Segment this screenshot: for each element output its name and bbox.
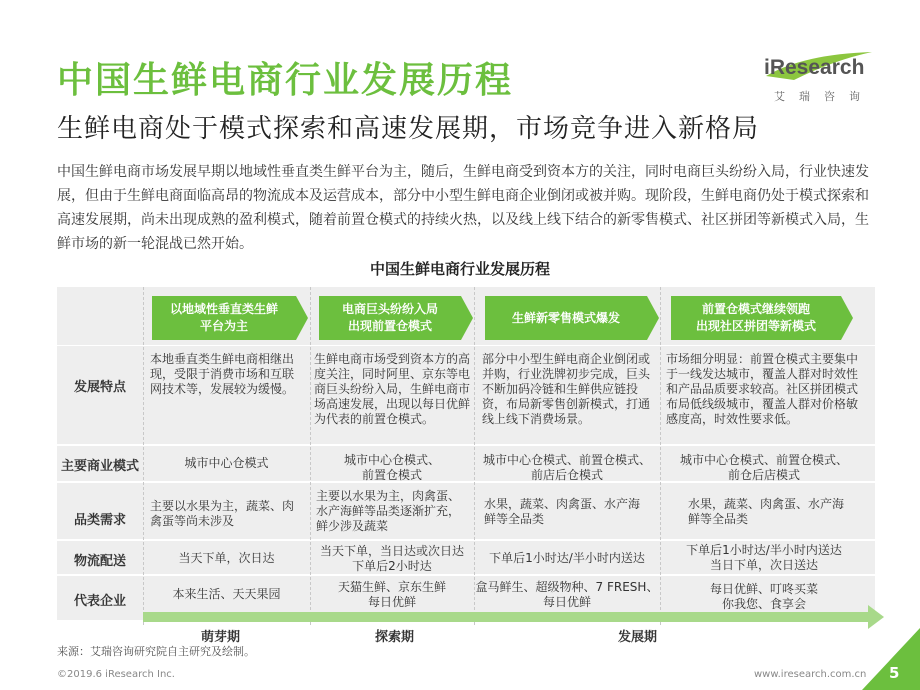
iresearch-logo — [764, 50, 874, 106]
logistics-cell-1 — [143, 551, 310, 566]
business-model-cell-2-line1: 城市中心仓模式、 — [343, 453, 440, 467]
stage-arrow-4 — [841, 296, 853, 340]
business-model-cell-4-line1: 城市中心仓模式、前置仓模式、 — [679, 453, 848, 467]
logo-wordmark: iResearch — [764, 56, 865, 79]
business-model-cell-2 — [310, 453, 474, 483]
row-label-development: 发展特点 — [73, 380, 126, 395]
companies-cell-2-line2: 每日优鲜 — [367, 595, 416, 609]
category-cell-4: 水果，蔬菜、肉禽蛋、水产海鲜等全品类 — [688, 497, 845, 526]
stage-box-4-line1: 前置仓模式继续领跑 — [701, 302, 810, 316]
companies-cell-2-line1: 天猫生鲜、京东生鲜 — [337, 580, 446, 594]
business-model-cell-4 — [660, 453, 868, 483]
development-cell-3: 部分中小型生鲜电商企业倒闭或并购，行业洗牌初步完成，巨头不断加码冷链和生鲜供应链投资，布局新零售创新模式，打通线上线下消费场景。 — [482, 352, 651, 426]
logistics-cell-2-line2: 下单后2小时达 — [352, 559, 432, 573]
copyright: ©2019.6 iResearch Inc. — [57, 669, 175, 680]
stage-box-2 — [319, 296, 461, 340]
logistics-cell-2 — [310, 544, 474, 574]
logistics-cell-2-line1: 当天下单，当日达或次日达 — [319, 544, 464, 558]
stage-box-2-line1: 电商巨头纷纷入局 — [341, 302, 438, 316]
stage-box-2-line2: 出现前置仓模式 — [347, 319, 432, 333]
category-cell-1: 主要以水果为主，蔬菜、肉禽蛋等尚未涉及 — [150, 499, 295, 528]
business-model-cell-3 — [474, 453, 660, 483]
website-link[interactable]: www.iresearch.com.cn — [754, 669, 867, 680]
business-model-cell-3-line1: 城市中心仓模式、前置仓模式、 — [482, 453, 651, 467]
category-cell-2: 主要以水果为主，肉禽蛋、水产海鲜等品类逐渐扩充，鲜少涉及蔬菜 — [316, 489, 461, 533]
logistics-cell-4 — [660, 543, 868, 573]
category-cell-3: 水果，蔬菜、肉禽蛋、水产海鲜等全品类 — [484, 497, 641, 526]
stage-box-3 — [485, 296, 647, 340]
timeline-arrowhead — [868, 605, 884, 629]
logistics-cell-3 — [474, 551, 660, 566]
row-label-business-model: 主要商业模式 — [60, 459, 139, 474]
development-cell-1: 本地垂直类生鲜电商相继出现，受限于消费市场和互联网技术等，发展较为缓慢。 — [150, 352, 295, 396]
timeline-title: 中国生鲜电商行业发展历程 — [369, 260, 550, 278]
logo-chinese-name: 艾瑞咨询 — [774, 90, 874, 103]
stage-box-4 — [671, 296, 841, 340]
development-cell-4: 市场细分明显：前置仓模式主要集中于一线发达城市，覆盖人群对时效性和产品品质要求较高。社区拼团模式布局低线级城市，覆盖人群对价格敏感度高，时效性要求低。 — [666, 352, 859, 426]
business-model-cell-1 — [143, 456, 310, 471]
companies-cell-4 — [660, 582, 868, 612]
business-model-cell-4-line2: 前仓后店模式 — [727, 468, 800, 482]
stage-box-4-line2: 出现社区拼团等新模式 — [695, 319, 816, 333]
companies-cell-2 — [310, 580, 474, 610]
logistics-cell-3-line1: 下单后1小时达/半小时内送达 — [489, 551, 645, 565]
logistics-cell-4-line2: 当日下单，次日送达 — [709, 558, 818, 572]
row-label-logistics: 物流配送 — [73, 554, 126, 569]
companies-cell-1-line1: 本来生活、天天果园 — [172, 587, 281, 601]
stage-box-1 — [152, 296, 296, 340]
companies-cell-1 — [143, 587, 310, 602]
page-number: 5 — [889, 664, 900, 682]
page-title: 中国生鲜电商行业发展历程 — [57, 60, 514, 101]
row-label-companies: 代表企业 — [73, 594, 126, 609]
intro-paragraph: 中国生鲜电商市场发展早期以地域性垂直类生鲜平台为主，随后，生鲜电商受到资本方的关注，同时电商巨头纷纷入局，行业快速发展，但由于生鲜电商面临高昂的物流成本及运营成本，部分中小型生鲜电商企业倒闭或被并购。现阶段，生鲜电商仍处于模式探索和高速发展期，尚未出现成熟的盈利模式，随着前置仓模式的持续火热，以及线上线下结合的新零售模式、社区拼团等新模式入局，生鲜市场的新一轮混战已然开始。 — [57, 164, 869, 252]
companies-cell-4-line2: 你我您、食享会 — [721, 597, 806, 611]
phase-label-develop: 发展期 — [618, 630, 658, 645]
source-note: 来源：艾瑞咨询研究院自主研究及绘制。 — [57, 645, 255, 658]
timeline-arrow — [143, 612, 870, 622]
companies-cell-3-line1: 盒马鲜生、超级物种、7 FRESH、 — [475, 580, 659, 594]
logistics-cell-1-line1: 当天下单，次日达 — [178, 551, 275, 565]
stage-arrow-2 — [461, 296, 473, 340]
stage-box-1-line1: 以地域性垂直类生鲜 — [169, 302, 278, 316]
development-cell-2: 生鲜电商市场受到资本方的高度关注，同时阿里、京东等电商巨头纷纷入局，生鲜电商市场高速发展，出现以每日优鲜为代表的前置仓模式。 — [314, 352, 471, 426]
business-model-cell-3-line2: 前店后仓模式 — [530, 468, 603, 482]
companies-cell-3-line2: 每日优鲜 — [542, 595, 591, 609]
logistics-cell-4-line1: 下单后1小时达/半小时内送达 — [686, 543, 842, 557]
row-label-category: 品类需求 — [73, 513, 126, 528]
phase-label-sprout: 萌芽期 — [201, 630, 241, 645]
stage-arrow-1 — [296, 296, 308, 340]
page-subtitle: 生鲜电商处于模式探索和高速发展期，市场竞争进入新格局 — [57, 114, 760, 144]
business-model-cell-1-line1: 城市中心仓模式 — [184, 456, 269, 470]
companies-cell-3 — [474, 580, 660, 610]
business-model-cell-2-line2: 前置仓模式 — [361, 468, 422, 482]
stage-arrow-3 — [647, 296, 659, 340]
phase-label-explore: 探索期 — [375, 630, 415, 645]
stage-box-1-line2: 平台为主 — [199, 319, 248, 333]
stage-box-3-line1: 生鲜新零售模式爆发 — [511, 311, 620, 325]
companies-cell-4-line1: 每日优鲜、叮咚买菜 — [709, 582, 818, 596]
